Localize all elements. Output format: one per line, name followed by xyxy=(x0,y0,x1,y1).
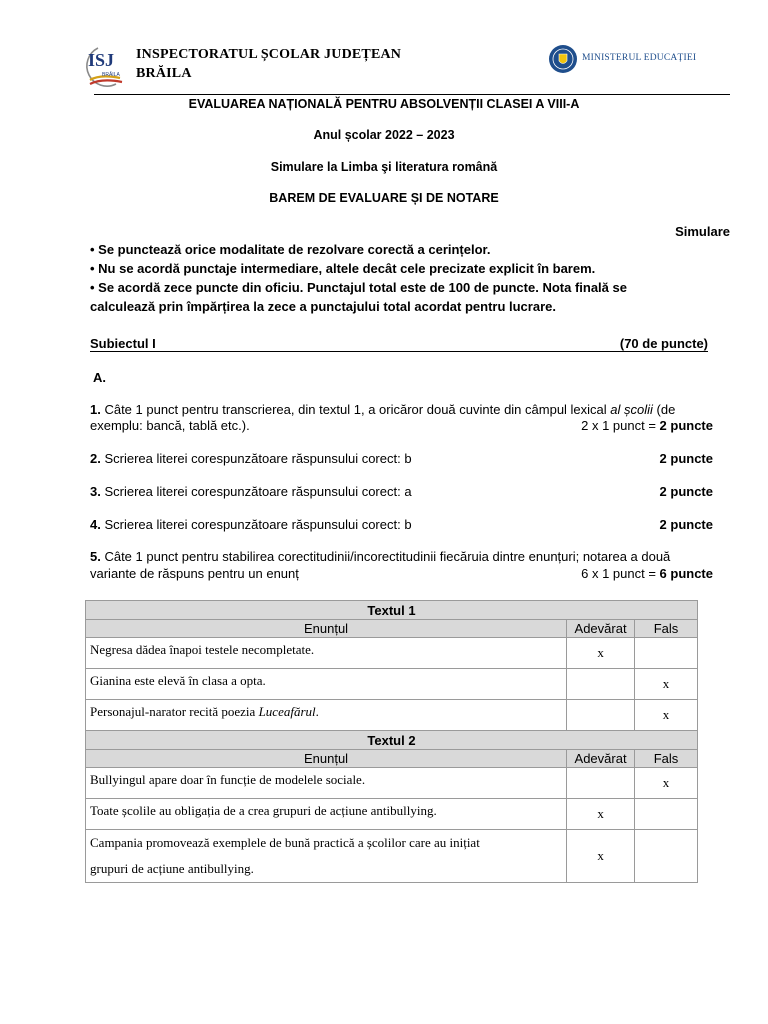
table-row xyxy=(86,768,698,799)
table-section-header xyxy=(86,601,698,620)
item-1-text-end: (de xyxy=(652,402,676,417)
item-2-number: 2. xyxy=(90,451,101,466)
logo-subtext: BRĂILA xyxy=(102,72,120,78)
table-row xyxy=(86,830,698,883)
ministry-name: MINISTERUL EDUCAȚIEI xyxy=(582,53,697,63)
true-cell xyxy=(567,669,635,700)
statement-text: Personajul-narator recită poezia xyxy=(90,704,259,719)
false-cell: x xyxy=(635,700,698,731)
item-1-text: Câte 1 punct pentru transcrierea, din textul 1, a oricăror două cuvinte din câmpul lexical xyxy=(100,402,611,417)
false-cell: x xyxy=(635,768,698,799)
true-cell: x xyxy=(567,638,635,669)
item-1-italic: al școlii xyxy=(610,402,653,417)
item-5-text: Câte 1 punct pentru stabilirea corectitudinii/incorectitudinii fiecăruia dintre enunțuri; notarea a două xyxy=(100,549,671,564)
statement-cell xyxy=(86,700,567,731)
table-column-headers xyxy=(86,750,698,768)
item-1-points: 2 puncte xyxy=(659,418,713,433)
subject-title: Subiectul I xyxy=(90,336,156,351)
organization-line2: BRĂILA xyxy=(136,66,192,81)
true-cell: x xyxy=(567,830,635,883)
statement-cell: Toate școlile au obligația de a crea grupuri de acțiune antibullying. xyxy=(86,799,567,830)
simulare-label: Simulare xyxy=(675,224,730,239)
statement-cell: Bullyingul apare doar în funcție de modelele sociale. xyxy=(86,768,567,799)
statement-end: . xyxy=(315,704,319,719)
item-5-points: 6 puncte xyxy=(659,566,713,581)
title-line2: Anul școlar 2022 – 2023 xyxy=(313,128,455,142)
item-1-calc: 2 x 1 punct = xyxy=(581,418,660,433)
table-section-header xyxy=(86,731,698,750)
rule-3: • Se acordă zece puncte din oficiu. Punctajul total este de 100 de puncte. Nota finală se xyxy=(90,280,627,295)
item-1-line2: exemplu: bancă, tablă etc.). xyxy=(90,418,250,433)
ministry-emblem-icon xyxy=(548,44,578,74)
col-false: Fals xyxy=(635,750,698,768)
statement-italic: Luceafărul xyxy=(258,704,316,719)
item-2-text: Scrierea literei corespunzătoare răspunsului corect: b xyxy=(100,451,412,466)
rule-4: calculează prin împărțirea la zece a punctajului total acordat pentru lucrare. xyxy=(90,299,556,314)
table-column-headers xyxy=(86,620,698,638)
false-cell: x xyxy=(635,669,698,700)
false-cell xyxy=(635,799,698,830)
true-cell: x xyxy=(567,799,635,830)
item-5-line2: variante de răspuns pentru un enunț xyxy=(90,566,299,581)
rule-2: • Nu se acordă punctaje intermediare, altele decât cele precizate explicit în barem. xyxy=(90,261,596,276)
false-cell xyxy=(635,638,698,669)
organization-line1: INSPECTORATUL ȘCOLAR JUDEȚEAN xyxy=(136,47,402,62)
rule-1: • Se punctează orice modalitate de rezolvare corectă a cerințelor. xyxy=(90,242,491,257)
title-line4: BAREM DE EVALUARE ȘI DE NOTARE xyxy=(269,191,499,205)
true-cell xyxy=(567,768,635,799)
subject-points: (70 de puncte) xyxy=(619,336,708,351)
item-1-number: 1. xyxy=(90,402,101,417)
title-line1: EVALUAREA NAȚIONALĂ PENTRU ABSOLVENȚII CLASEI A VIII-A xyxy=(188,97,580,111)
table-row xyxy=(86,669,698,700)
item-1-score xyxy=(581,418,713,434)
statement-cell: Gianina este elevă în clasa a opta. xyxy=(86,669,567,700)
col-statement: Enunțul xyxy=(86,750,567,768)
table-row xyxy=(86,700,698,731)
item-5 xyxy=(90,549,730,565)
item-3-points: 2 puncte xyxy=(659,484,713,499)
grading-rules xyxy=(90,242,730,318)
statement-cell: Negresa dădea înapoi testele necompletate. xyxy=(86,638,567,669)
false-cell xyxy=(635,830,698,883)
item-4 xyxy=(90,517,412,533)
subject-underline xyxy=(90,351,708,352)
evaluation-table xyxy=(85,600,698,883)
statement-cell xyxy=(86,830,567,883)
item-3 xyxy=(90,484,412,500)
part-label: A. xyxy=(93,370,106,385)
true-cell xyxy=(567,700,635,731)
col-true: Adevărat xyxy=(567,620,635,638)
header-divider xyxy=(94,94,730,95)
col-true: Adevărat xyxy=(567,750,635,768)
item-4-points: 2 puncte xyxy=(659,517,713,532)
statement-line1: Campania promovează exemplele de bună practică a școlilor care au inițiat xyxy=(90,835,480,850)
header-organization xyxy=(136,45,401,83)
item-3-number: 3. xyxy=(90,484,101,499)
item-2 xyxy=(90,451,412,467)
title-line3: Simulare la Limba şi literatura română xyxy=(270,160,498,174)
item-4-number: 4. xyxy=(90,517,101,532)
item-3-text: Scrierea literei corespunzătoare răspunsului corect: a xyxy=(100,484,412,499)
text2-title: Textul 2 xyxy=(86,731,698,750)
item-5-number: 5. xyxy=(90,549,101,564)
item-1 xyxy=(90,402,720,418)
text1-title: Textul 1 xyxy=(86,601,698,620)
item-5-calc: 6 x 1 punct = xyxy=(581,566,660,581)
item-4-text: Scrierea literei corespunzătoare răspunsului corect: b xyxy=(100,517,412,532)
item-5-score xyxy=(581,566,713,582)
isj-logo xyxy=(76,44,128,90)
logo-text: ISJ xyxy=(88,50,115,70)
table-row xyxy=(86,638,698,669)
col-false: Fals xyxy=(635,620,698,638)
table-row xyxy=(86,799,698,830)
statement-line2: grupuri de acțiune antibullying. xyxy=(90,861,254,876)
col-statement: Enunțul xyxy=(86,620,567,638)
item-2-points: 2 puncte xyxy=(659,451,713,466)
